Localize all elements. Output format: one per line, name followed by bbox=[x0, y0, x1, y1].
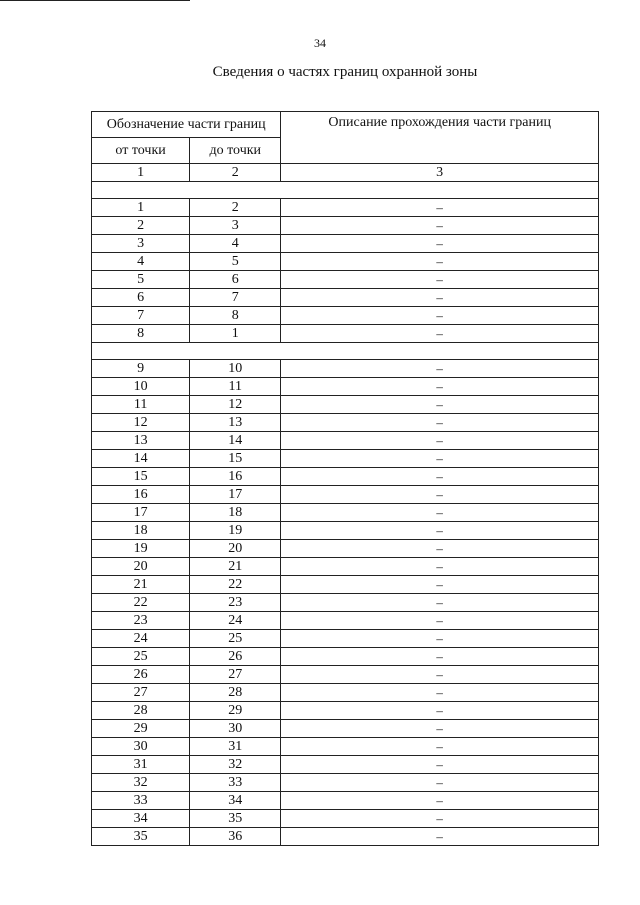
description-cell: – bbox=[281, 235, 599, 253]
to-point-cell: 29 bbox=[190, 702, 281, 720]
from-point-cell: 21 bbox=[92, 576, 190, 594]
to-point-cell: 11 bbox=[190, 378, 281, 396]
table-row bbox=[92, 738, 599, 756]
from-point-cell: 23 bbox=[92, 612, 190, 630]
from-point-cell: 2 bbox=[92, 217, 190, 235]
from-point-cell: 15 bbox=[92, 468, 190, 486]
to-point-cell: 36 bbox=[190, 828, 281, 846]
description-cell: – bbox=[281, 432, 599, 450]
description-cell: – bbox=[281, 486, 599, 504]
table-row bbox=[92, 235, 599, 253]
table-row bbox=[92, 540, 599, 558]
from-point-cell: 13 bbox=[92, 432, 190, 450]
description-cell: – bbox=[281, 360, 599, 378]
from-point-cell: 7 bbox=[92, 307, 190, 325]
to-point-cell: 25 bbox=[190, 630, 281, 648]
to-point-cell: 8 bbox=[190, 307, 281, 325]
to-point-cell: 13 bbox=[190, 414, 281, 432]
to-point-cell: 28 bbox=[190, 684, 281, 702]
from-point-cell: 6 bbox=[92, 289, 190, 307]
table-row bbox=[92, 612, 599, 630]
table-row bbox=[92, 522, 599, 540]
description-cell: – bbox=[281, 468, 599, 486]
header-group-cell: Обозначение части границ bbox=[92, 112, 281, 138]
table-row bbox=[92, 594, 599, 612]
from-point-cell: 10 bbox=[92, 378, 190, 396]
description-cell: – bbox=[281, 522, 599, 540]
page-title: Сведения о частях границ охранной зоны bbox=[212, 64, 478, 80]
to-point-cell: 21 bbox=[190, 558, 281, 576]
description-cell: – bbox=[281, 720, 599, 738]
from-point-cell: 27 bbox=[92, 684, 190, 702]
from-point-cell: 25 bbox=[92, 648, 190, 666]
table-row bbox=[92, 289, 599, 307]
description-cell: – bbox=[281, 199, 599, 217]
to-point-cell: 19 bbox=[190, 522, 281, 540]
description-cell: – bbox=[281, 378, 599, 396]
to-point-cell: 5 bbox=[190, 253, 281, 271]
table-row bbox=[92, 702, 599, 720]
description-cell: – bbox=[281, 774, 599, 792]
table-row bbox=[92, 774, 599, 792]
from-point-cell: 34 bbox=[92, 810, 190, 828]
table-row bbox=[92, 199, 599, 217]
page-number: 34 bbox=[314, 36, 326, 50]
from-point-cell: 16 bbox=[92, 486, 190, 504]
to-point-cell: 32 bbox=[190, 756, 281, 774]
to-point-cell: 24 bbox=[190, 612, 281, 630]
to-point-cell: 15 bbox=[190, 450, 281, 468]
description-cell: – bbox=[281, 648, 599, 666]
table-row bbox=[92, 666, 599, 684]
description-cell: – bbox=[281, 558, 599, 576]
table-row bbox=[92, 648, 599, 666]
description-cell: – bbox=[281, 253, 599, 271]
table-row bbox=[92, 558, 599, 576]
from-point-cell: 18 bbox=[92, 522, 190, 540]
table-row bbox=[92, 253, 599, 271]
from-point-cell: 29 bbox=[92, 720, 190, 738]
description-cell: – bbox=[281, 289, 599, 307]
table-row bbox=[92, 684, 599, 702]
boundary-parts-table bbox=[91, 111, 599, 846]
table-row bbox=[92, 630, 599, 648]
table-row bbox=[92, 325, 599, 343]
table-row bbox=[92, 307, 599, 325]
description-cell: – bbox=[281, 217, 599, 235]
column-number-cell: 2 bbox=[190, 164, 281, 182]
from-point-cell: 14 bbox=[92, 450, 190, 468]
from-point-cell: 33 bbox=[92, 792, 190, 810]
table-row bbox=[92, 396, 599, 414]
table-row bbox=[92, 468, 599, 486]
to-point-cell: 12 bbox=[190, 396, 281, 414]
description-cell: – bbox=[281, 450, 599, 468]
table-row bbox=[92, 792, 599, 810]
description-cell: – bbox=[281, 828, 599, 846]
description-cell: – bbox=[281, 738, 599, 756]
from-point-cell: 32 bbox=[92, 774, 190, 792]
from-point-cell: 22 bbox=[92, 594, 190, 612]
table-row bbox=[92, 720, 599, 738]
from-point-cell: 11 bbox=[92, 396, 190, 414]
header-to-cell: до точки bbox=[190, 138, 281, 164]
header-from-cell: от точки bbox=[92, 138, 190, 164]
table-row bbox=[92, 414, 599, 432]
from-point-cell: 3 bbox=[92, 235, 190, 253]
table-row bbox=[92, 486, 599, 504]
from-point-cell: 26 bbox=[92, 666, 190, 684]
description-cell: – bbox=[281, 702, 599, 720]
from-point-cell: 28 bbox=[92, 702, 190, 720]
table-row bbox=[92, 271, 599, 289]
to-point-cell: 31 bbox=[190, 738, 281, 756]
description-cell: – bbox=[281, 540, 599, 558]
to-point-cell: 1 bbox=[190, 325, 281, 343]
to-point-cell: 3 bbox=[190, 217, 281, 235]
to-point-cell: 30 bbox=[190, 720, 281, 738]
section-separator-row bbox=[92, 343, 599, 360]
from-point-cell: 5 bbox=[92, 271, 190, 289]
description-cell: – bbox=[281, 576, 599, 594]
description-cell: – bbox=[281, 396, 599, 414]
table-row bbox=[92, 504, 599, 522]
description-cell: – bbox=[281, 307, 599, 325]
description-cell: – bbox=[281, 612, 599, 630]
to-point-cell: 22 bbox=[190, 576, 281, 594]
to-point-cell: 6 bbox=[190, 271, 281, 289]
section-separator-cell bbox=[92, 343, 599, 360]
table-row bbox=[92, 217, 599, 235]
header-row bbox=[92, 112, 599, 138]
description-cell: – bbox=[281, 325, 599, 343]
to-point-cell: 17 bbox=[190, 486, 281, 504]
from-point-cell: 12 bbox=[92, 414, 190, 432]
from-point-cell: 30 bbox=[92, 738, 190, 756]
table-row bbox=[92, 432, 599, 450]
to-point-cell: 20 bbox=[190, 540, 281, 558]
from-point-cell: 8 bbox=[92, 325, 190, 343]
section-separator-cell bbox=[92, 182, 599, 199]
column-number-cell: 3 bbox=[281, 164, 599, 182]
from-point-cell: 35 bbox=[92, 828, 190, 846]
to-point-cell: 4 bbox=[190, 235, 281, 253]
to-point-cell: 16 bbox=[190, 468, 281, 486]
from-point-cell: 1 bbox=[92, 199, 190, 217]
to-point-cell: 33 bbox=[190, 774, 281, 792]
table-row bbox=[92, 360, 599, 378]
description-cell: – bbox=[281, 594, 599, 612]
to-point-cell: 14 bbox=[190, 432, 281, 450]
column-number-cell: 1 bbox=[92, 164, 190, 182]
to-point-cell: 10 bbox=[190, 360, 281, 378]
description-cell: – bbox=[281, 684, 599, 702]
description-cell: – bbox=[281, 414, 599, 432]
to-point-cell: 34 bbox=[190, 792, 281, 810]
column-number-row bbox=[92, 164, 599, 182]
table-row bbox=[92, 756, 599, 774]
from-point-cell: 19 bbox=[92, 540, 190, 558]
table-row bbox=[92, 450, 599, 468]
from-point-cell: 17 bbox=[92, 504, 190, 522]
table-row bbox=[92, 576, 599, 594]
from-point-cell: 20 bbox=[92, 558, 190, 576]
description-cell: – bbox=[281, 756, 599, 774]
section-separator-row bbox=[92, 182, 599, 199]
to-point-cell: 18 bbox=[190, 504, 281, 522]
header-description-cell: Описание прохождения части границ bbox=[281, 112, 599, 164]
from-point-cell: 9 bbox=[92, 360, 190, 378]
to-point-cell: 35 bbox=[190, 810, 281, 828]
to-point-cell: 7 bbox=[190, 289, 281, 307]
to-point-cell: 26 bbox=[190, 648, 281, 666]
description-cell: – bbox=[281, 810, 599, 828]
description-cell: – bbox=[281, 504, 599, 522]
description-cell: – bbox=[281, 630, 599, 648]
description-cell: – bbox=[281, 792, 599, 810]
table-body bbox=[92, 112, 599, 846]
from-point-cell: 24 bbox=[92, 630, 190, 648]
description-cell: – bbox=[281, 271, 599, 289]
description-cell: – bbox=[281, 666, 599, 684]
from-point-cell: 31 bbox=[92, 756, 190, 774]
table-row bbox=[92, 810, 599, 828]
to-point-cell: 2 bbox=[190, 199, 281, 217]
top-rule bbox=[0, 0, 190, 1]
from-point-cell: 4 bbox=[92, 253, 190, 271]
table-row bbox=[92, 378, 599, 396]
to-point-cell: 27 bbox=[190, 666, 281, 684]
to-point-cell: 23 bbox=[190, 594, 281, 612]
table-row bbox=[92, 828, 599, 846]
